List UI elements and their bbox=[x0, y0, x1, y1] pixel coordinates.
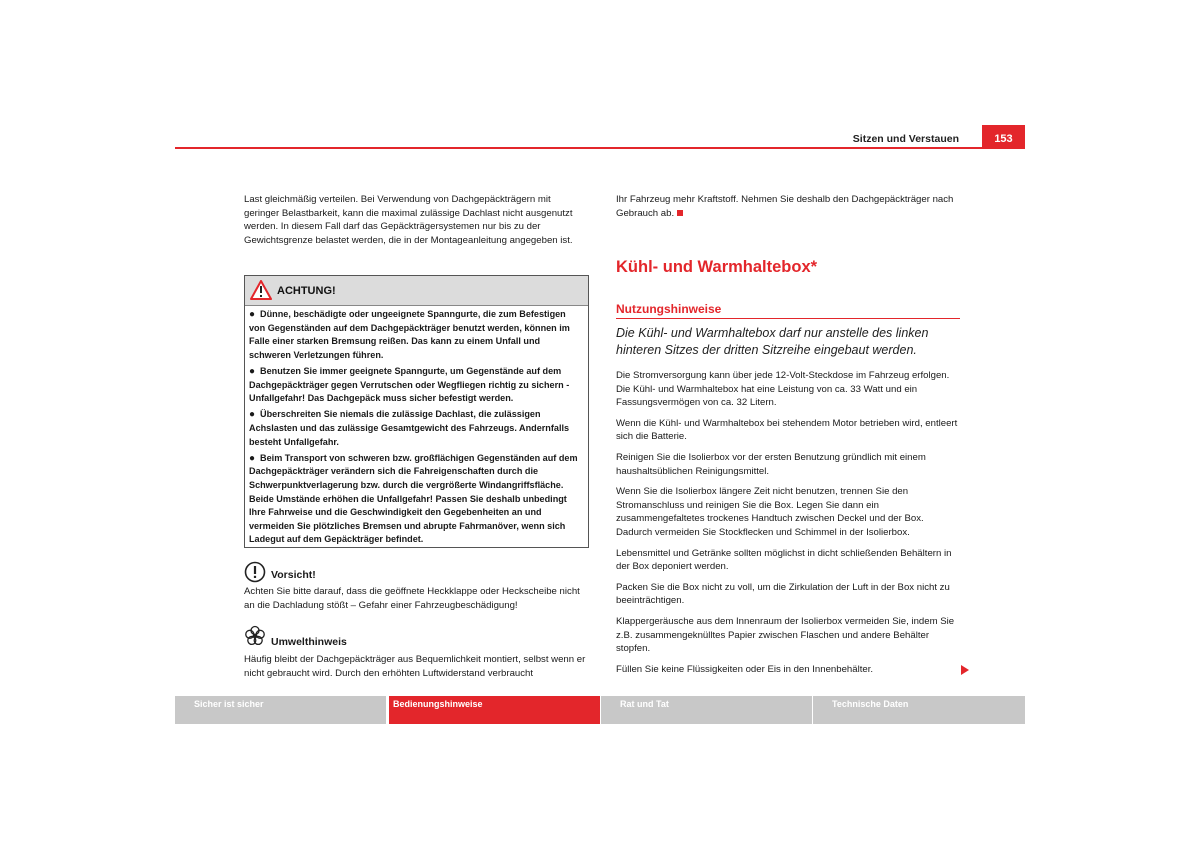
subsection-rule bbox=[616, 318, 960, 319]
tab-bedienungshinweise[interactable]: Bedienungshinweise bbox=[389, 696, 600, 724]
warning-item-text: Beim Transport von schweren bzw. großflächigen Gegenständen auf dem Dachgepäckträger verändern sich die Fahreigenschaften durch die Schwerpunktverlagerung bzw. durch die vergrößerte Windangriffsfläche. Beide Umstände erhöhen die Unfallgefahr! Passen Sie deshalb unbedingt Ihre Fahrweise und die Geschwindigkeit den Gegebenheiten an und vermeiden Sie plötzliches Bremsen und abrupte Fahrmanöver, wenn sich Ladegut auf dem Gepäckträger befindet. bbox=[249, 452, 578, 545]
warning-item: ● Beim Transport von schweren bzw. großflächigen Gegenständen auf dem Dachgepäckträger verändern sich die Fahreigenschaften durch die Schwerpunktverlagerung bzw. durch die vergrößerte Windangriffsfläche. Beide Umstände erhöhen die Unfallgefahr! Passen Sie deshalb unbedingt Ihre Fahrweise und die Geschwindigkeit den Gegebenheiten an und vermeiden Sie plötzliches Bremsen und abrupte Fahrmanöver, wenn sich Ladegut auf dem Gepäckträger befindet. bbox=[249, 452, 578, 545]
environment-title: Umwelthinweis bbox=[271, 636, 347, 648]
flower-icon bbox=[244, 625, 266, 647]
running-header-title: Sitzen und Verstauen bbox=[852, 133, 959, 145]
warning-item-text: Überschreiten Sie niemals die zulässige Dachlast, die zulässigen Achslasten und das zulässige Gesamtgewicht des Fahrzeugs. Andernfalls besteht Unfallgefahr. bbox=[249, 409, 570, 447]
body-paragraph: Die Stromversorgung kann über jede 12-Volt-Steckdose im Fahrzeug erfolgen. Die Kühl- und Warmhaltebox hat eine Leistung von ca. 33 Watt und ein Fassungsvermögen von ca. 32 Litern. bbox=[616, 370, 950, 409]
environment-text: Häufig bleibt der Dachgepäckträger aus Bequemlichkeit montiert, selbst wenn er nicht gebraucht wird. Durch den erhöhten Luftwiderstand verbraucht bbox=[244, 654, 586, 679]
warning-item: ● Überschreiten Sie niemals die zulässige Dachlast, die zulässigen Achslasten und das zulässige Gesamtgewicht des Fahrzeugs. Andernfalls besteht Unfallgefahr. bbox=[249, 409, 570, 447]
body-paragraph: Wenn die Kühl- und Warmhaltebox bei stehendem Motor betrieben wird, entleert sich die Batterie. bbox=[616, 417, 958, 443]
warning-body bbox=[245, 306, 588, 547]
caution-title: Vorsicht! bbox=[271, 569, 316, 581]
next-page-arrow-icon[interactable] bbox=[961, 665, 969, 675]
caution-text-block bbox=[244, 585, 588, 612]
right-column-continuation bbox=[616, 193, 960, 220]
intro-paragraph: Last gleichmäßig verteilen. Bei Verwendung von Dachgepäckträgern mit geringer Belastbarkeit, kann die maximal zulässige Dachlast nicht ausgenutzt werden. In diesem Fall darf das Gepäckträgersystemen nur bis zu der Gewichtsgrenze belastet werden, die in der Montageanleitung angegeben ist. bbox=[244, 194, 573, 246]
warning-box bbox=[244, 275, 589, 548]
body-paragraph: Lebensmittel und Getränke sollten möglichst in dicht schließenden Behältern in der Box deponiert werden. bbox=[616, 547, 952, 573]
warning-item-text: Benutzen Sie immer geeignete Spanngurte, um Gegenstände auf dem Dachgepäckträger gegen Verrutschen oder Wegfliegen richtig zu sichern - Unfallgefahr! Das Dachgepäck muss sicher befestigt werden. bbox=[249, 365, 570, 404]
tab-rat-und-tat[interactable]: Rat und Tat bbox=[601, 696, 812, 724]
warning-triangle-icon bbox=[250, 280, 272, 300]
warning-item-text: Dünne, beschädigte oder ungeeignete Spanngurte, die zum Befestigen von Gegenständen auf dem Dachgepäckträger benutzt werden, können im Falle einer starken Bremsung reißen. Das kann zu einem Unfall und schweren Verletzungen führen. bbox=[249, 309, 570, 360]
end-of-section-marker bbox=[677, 210, 683, 216]
body-paragraph: Füllen Sie keine Flüssigkeiten oder Eis in den Innenbehälter. bbox=[616, 663, 874, 675]
warning-item: ● Benutzen Sie immer geeignete Spanngurte, um Gegenstände auf dem Dachgepäckträger gegen Verrutschen oder Wegfliegen richtig zu sichern - Unfallgefahr! Das Dachgepäck muss sicher befestigt werden. bbox=[249, 365, 570, 404]
warning-item: ● Dünne, beschädigte oder ungeeignete Spanngurte, die zum Befestigen von Gegenständen auf dem Dachgepäckträger benutzt werden, können im Falle einer starken Bremsung reißen. Das kann zu einem Unfall und schweren Verletzungen führen. bbox=[249, 309, 570, 360]
subsection-title: Nutzungshinweise bbox=[616, 302, 722, 316]
lead-statement: Die Kühl- und Warmhaltebox darf nur anstelle des linken hinteren Sitzes der dritten Sitzreihe eingebaut werden. bbox=[616, 326, 929, 357]
body-paragraph: Klappergeräusche aus dem Innenraum der Isolierbox vermeiden Sie, indem Sie z.B. zusammengeknülltes Papier zwischen Flaschen und andere Behälter stopfen. bbox=[616, 615, 955, 655]
tab-technische-daten[interactable]: Technische Daten bbox=[813, 696, 1025, 724]
left-column-intro bbox=[244, 193, 588, 247]
tab-sicher-ist-sicher[interactable]: Sicher ist sicher bbox=[175, 696, 386, 724]
warning-title: ACHTUNG! bbox=[277, 285, 336, 297]
continuation-paragraph bbox=[616, 193, 960, 220]
body-paragraph: Packen Sie die Box nicht zu voll, um die Zirkulation der Luft in der Box nicht zu beeinträchtigen. bbox=[616, 581, 950, 607]
environment-text-block bbox=[244, 653, 588, 680]
continuation-text: Ihr Fahrzeug mehr Kraftstoff. Nehmen Sie deshalb den Dachgepäckträger nach Gebrauch ab. bbox=[616, 194, 954, 219]
page-number: 153 bbox=[982, 125, 1025, 149]
section-title: Kühl- und Warmhaltebox* bbox=[616, 258, 818, 276]
right-column-body bbox=[616, 369, 960, 676]
caution-text: Achten Sie bitte darauf, dass die geöffnete Heckklappe oder Heckscheibe nicht an die Dachladung stößt – Gefahr einer Fahrzeugbeschädigung! bbox=[244, 586, 580, 611]
header-rule bbox=[175, 147, 1025, 149]
body-paragraph: Reinigen Sie die Isolierbox vor der ersten Benutzung gründlich mit einem haushaltsüblichen Reinigungsmittel. bbox=[616, 451, 926, 477]
exclamation-circle-icon bbox=[244, 561, 266, 583]
body-paragraph: Wenn Sie die Isolierbox längere Zeit nicht benutzen, trennen Sie den Stromanschluss und reinigen Sie die Box. Legen Sie dann ein zusammengefaltetes trockenes Handtuch zwischen Deckel und der Box. Dadurch vermeiden Sie Stockflecken und Schimmel in der Isolierbox. bbox=[616, 486, 924, 538]
warning-header bbox=[245, 276, 588, 306]
